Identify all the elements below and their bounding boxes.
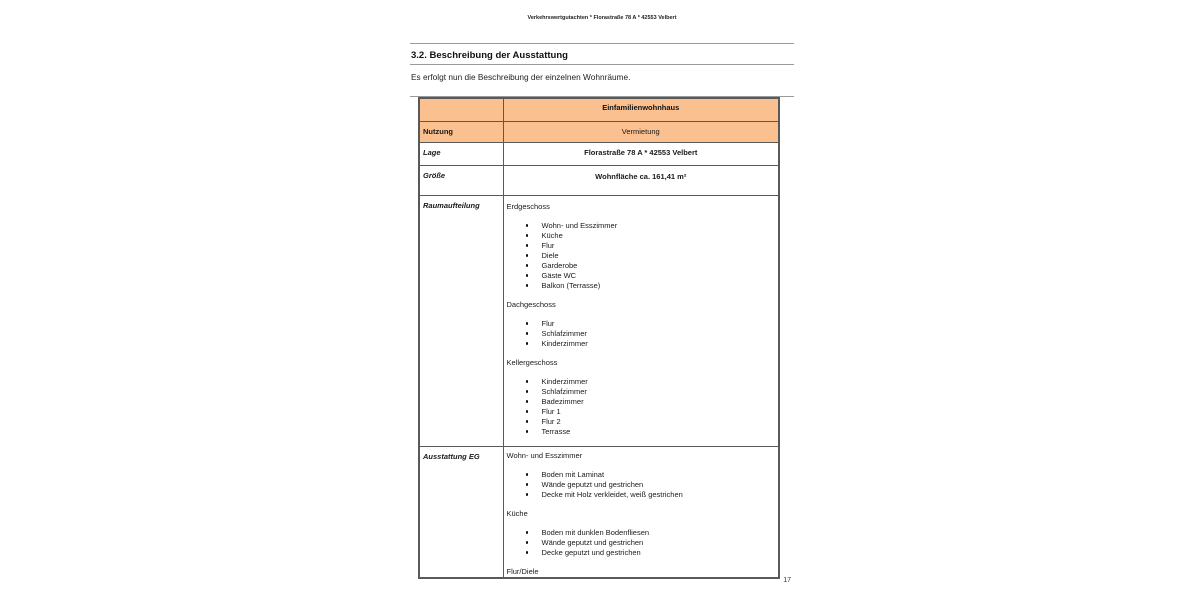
nutzung-value: Vermietung — [503, 121, 779, 142]
table-row-nutzung — [419, 121, 779, 142]
kueche-feature-list — [507, 528, 775, 558]
table-row-groesse — [419, 165, 779, 195]
table-row-raumaufteilung — [419, 195, 779, 446]
nutzung-label: Nutzung — [419, 121, 503, 142]
raumaufteilung-label: Raumaufteilung — [419, 195, 503, 446]
wohn-esszimmer-feature-list — [507, 470, 775, 500]
list-item: Wände geputzt und gestrichen — [507, 538, 775, 548]
table-title-empty-cell — [419, 98, 503, 121]
list-item: Gäste WC — [507, 271, 775, 281]
list-item: Kinderzimmer — [507, 377, 775, 387]
kellergeschoss-room-list — [507, 377, 775, 437]
list-item: Flur 2 — [507, 417, 775, 427]
intro-paragraph: Es erfolgt nun die Beschreibung der einzelnen Wohnräume. — [411, 72, 631, 82]
list-item: Kinderzimmer — [507, 339, 775, 349]
list-item: Boden mit Laminat — [507, 470, 775, 480]
list-item: Boden mit dunklen Bodenfliesen — [507, 528, 775, 538]
list-item: Decke geputzt und gestrichen — [507, 548, 775, 558]
table-row-lage — [419, 142, 779, 165]
list-item: Badezimmer — [507, 397, 775, 407]
list-item: Balkon (Terrasse) — [507, 281, 775, 291]
erdgeschoss-room-list — [507, 221, 775, 291]
list-item: Wohn- und Esszimmer — [507, 221, 775, 231]
list-item: Terrasse — [507, 427, 775, 437]
floor-title-dachgeschoss: Dachgeschoss — [506, 299, 556, 309]
list-item: Diele — [507, 251, 775, 261]
property-description-table — [418, 97, 780, 579]
room-title-flur-diele: Flur/Diele — [506, 566, 539, 576]
ausstattung-eg-label: Ausstattung EG — [419, 446, 503, 578]
list-item: Schlafzimmer — [507, 329, 775, 339]
groesse-value: Wohnfläche ca. 161,41 m² — [503, 165, 779, 195]
lage-value: Florastraße 78 A * 42553 Velbert — [503, 142, 779, 165]
list-item: Garderobe — [507, 261, 775, 271]
list-item: Schlafzimmer — [507, 387, 775, 397]
groesse-label: Größe — [419, 165, 503, 195]
table-title-row — [419, 98, 779, 121]
list-item: Wände geputzt und gestrichen — [507, 480, 775, 490]
lage-label: Lage — [419, 142, 503, 165]
room-title-kueche: Küche — [506, 508, 528, 518]
floor-title-erdgeschoss: Erdgeschoss — [506, 201, 550, 211]
list-item: Flur 1 — [507, 407, 775, 417]
list-item: Flur — [507, 319, 775, 329]
list-item: Küche — [507, 231, 775, 241]
section-title-underline — [410, 64, 794, 65]
table-title-cell: Einfamilienwohnhaus — [503, 98, 779, 121]
dachgeschoss-room-list — [507, 319, 775, 349]
ausstattung-eg-content — [503, 446, 779, 578]
raumaufteilung-content — [503, 195, 779, 446]
running-header: Verkehrswertgutachten * Florastraße 78 A * 42553 Velbert — [527, 15, 677, 21]
page-number: 17 — [783, 577, 791, 584]
floor-title-kellergeschoss: Kellergeschoss — [506, 357, 558, 367]
list-item: Decke mit Holz verkleidet, weiß gestrichen — [507, 490, 775, 500]
section-title: 3.2. Beschreibung der Ausstattung — [411, 50, 568, 61]
room-title-wohn-esszimmer: Wohn- und Esszimmer — [506, 450, 583, 460]
list-item: Flur — [507, 241, 775, 251]
document-content — [410, 0, 794, 600]
table-row-ausstattung-eg — [419, 446, 779, 578]
header-divider-line — [410, 43, 794, 44]
